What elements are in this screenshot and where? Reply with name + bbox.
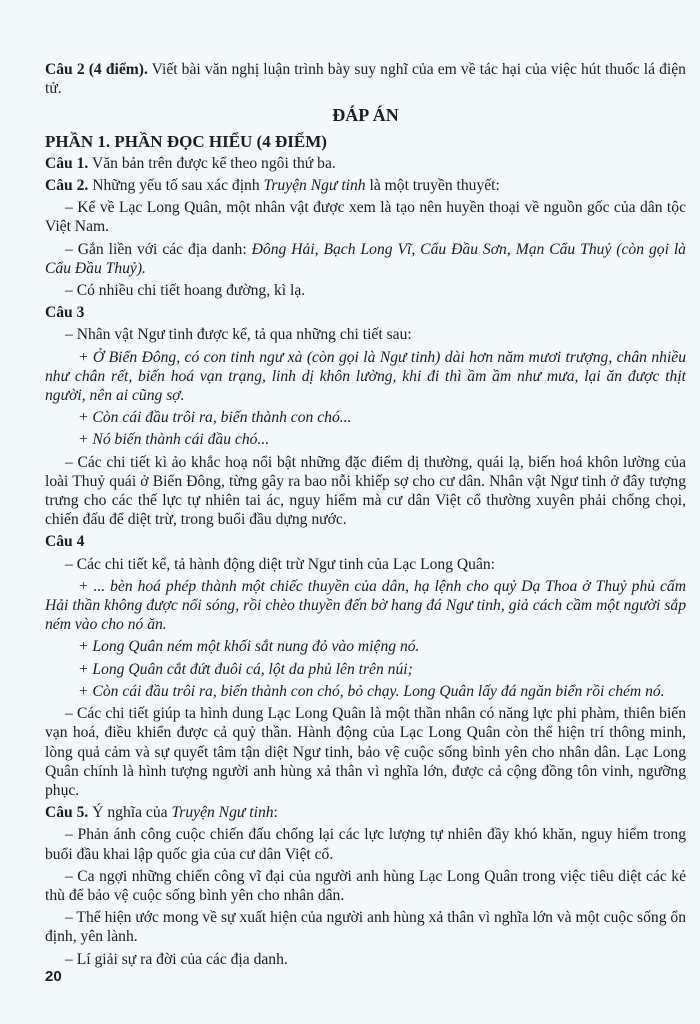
text-segment: – Các chi tiết giúp ta hình dung Lạc Long Quân là một thần nhân có năng lực phi phàm, thiên biến vạn hoá, điều khiển được cả quỷ thần. Hành động của Lạc Long Quân còn thể hiện trí thông minh, lòng quả cảm và sự quyết tâm tận diệt Ngư tinh, bảo vệ cuộc sống bình yên cho nhân dân. Lạc Long Quân chính là hình tượng người anh hùng xả thân vì nghĩa lớn, được cả cộng đồng tôn vinh, ngưỡng phục. [45, 705, 686, 799]
text-segment: + ... bèn hoá phép thành một chiếc thuyền của dân, hạ lệnh cho quỷ Dạ Thoa ở Thuỷ phủ cấm Hải thần không được nổi sóng, rồi chèo thuyền đến bờ hang đá Ngư tinh, giả cách cầm một người sắp ném vào cho nó ăn. [45, 577, 686, 634]
text-segment: PHẦN 1. PHẦN ĐỌC HIỂU (4 ĐIỂM) [45, 131, 327, 151]
paragraph [45, 660, 686, 679]
text-segment: + Còn cái đầu trôi ra, biến thành con chó... [78, 409, 352, 427]
paragraph [45, 950, 686, 969]
text-segment: – Gắn liền với các địa danh: [65, 240, 252, 258]
text-segment: + Nó biến thành cái đầu chó... [78, 431, 270, 449]
paragraph [45, 704, 686, 800]
answer-heading [45, 106, 686, 125]
question-label: Câu 5. [45, 804, 89, 822]
paragraph [45, 682, 686, 701]
text-segment: – Các chi tiết kì ảo khắc hoạ nổi bật những đặc điểm dị thường, quái lạ, biến hoá khôn lường của loài Thuỷ quái ở Biển Đông, từng gây ra bao nỗi khiếp sợ cho cư dân. Nhân vật Ngư tinh ở đây tượng trưng cho các thế lực tự nhiên tai ác, nguy hiểm mà cư dân Việt cổ thường xuyên phải chống chọi, chiến đấu để diệt trừ, trong buổi đầu dựng nước. [45, 453, 686, 529]
question-label: Câu 1. [45, 154, 89, 172]
question-label: Câu 2 (4 điểm). [45, 61, 148, 78]
text-segment: – Lí giải sự ra đời của các địa danh. [65, 950, 288, 968]
text-segment: + Ở Biển Đông, có con tinh ngư xà (còn gọi là Ngư tinh) dài hơn năm mươi trượng, chân nhiều như chân rết, biến hoá vạn trạng, linh dị khôn lường, khi đi thì ầm ầm như mưa, lại ăn được thịt người, nên ai cũng sợ. [45, 348, 686, 405]
text-segment: + Long Quân cắt đứt đuôi cá, lột da phủ lên trên núi; [78, 660, 413, 678]
paragraph [45, 281, 686, 300]
text-segment: Truyện Ngư tinh [171, 804, 274, 822]
text-segment: – Nhân vật Ngư tinh được kể, tả qua những chi tiết sau: [65, 326, 412, 344]
paragraph [45, 176, 686, 195]
text-segment: – Có nhiều chi tiết hoang đường, kì lạ. [65, 282, 306, 300]
section-heading [45, 132, 686, 151]
paragraph [45, 803, 686, 822]
paragraph [45, 577, 686, 635]
text-segment: ĐÁP ÁN [332, 105, 399, 126]
text-segment: – Kể về Lạc Long Quân, một nhân vật được xem là tạo nên huyền thoại về nguồn gốc của dân tộc Việt Nam. [45, 199, 686, 236]
page-number: 20 [45, 968, 62, 985]
text-segment: Truyện Ngư tinh [263, 177, 366, 195]
paragraph [45, 408, 686, 427]
answer-key-content [45, 60, 686, 972]
paragraph [45, 908, 686, 946]
paragraph [45, 555, 686, 574]
question-label: Câu 3 [45, 304, 85, 322]
paragraph [45, 60, 686, 98]
paragraph [45, 867, 686, 905]
text-segment: Những yếu tố sau xác định [88, 177, 264, 195]
question-label: Câu 4 [45, 533, 85, 551]
text-segment: – Các chi tiết kể, tả hành động diệt trừ Ngư tinh của Lạc Long Quân: [65, 555, 496, 573]
paragraph [45, 453, 686, 530]
text-segment: + Long Quân ném một khối sắt nung đỏ vào miệng nó. [78, 638, 420, 656]
text-segment: Đông Hải, Bạch Long Vĩ, Cẩu Đầu Sơn, Mạn Cẩu Thuỷ (còn gọi là Cẩu Đầu Thuỷ). [45, 240, 686, 277]
question-label: Câu 2. [45, 177, 89, 195]
text-segment: : [273, 804, 278, 822]
paragraph [45, 532, 686, 551]
paragraph [45, 325, 686, 344]
text-segment: Ý nghĩa của [88, 804, 172, 822]
paragraph [45, 240, 686, 278]
text-segment: là một truyền thuyết: [365, 177, 500, 195]
paragraph [45, 303, 686, 322]
text-segment: – Ca ngợi những chiến công vĩ đại của người anh hùng Lạc Long Quân trong việc tiêu diệt các kẻ thù để bảo vệ cuộc sống bình yên cho nhân dân. [45, 867, 686, 904]
paragraph [45, 348, 686, 406]
paragraph [45, 198, 686, 236]
text-segment: Văn bản trên được kể theo ngôi thứ ba. [88, 154, 336, 172]
paragraph [45, 154, 686, 173]
text-segment: Viết bài văn nghị luận trình bày suy nghĩ của em về tác hại của việc hút thuốc lá điện tử. [45, 61, 686, 98]
text-segment: – Phản ánh công cuộc chiến đấu chống lại các lực lượng tự nhiên đầy khó khăn, nguy hiểm trong buổi đầu khai lập quốc gia của cư dân Việt cổ. [45, 826, 686, 863]
paragraph [45, 430, 686, 449]
paragraph [45, 825, 686, 863]
text-segment: – Thể hiện ước mong về sự xuất hiện của người anh hùng xả thân vì nghĩa lớn và một cuộc sống ổn định, yên lành. [45, 909, 686, 946]
paragraph [45, 637, 686, 656]
text-segment: + Còn cái đầu trôi ra, biến thành con chó, bỏ chạy. Long Quân lấy đá ngăn biển rồi chém nó. [78, 682, 665, 700]
